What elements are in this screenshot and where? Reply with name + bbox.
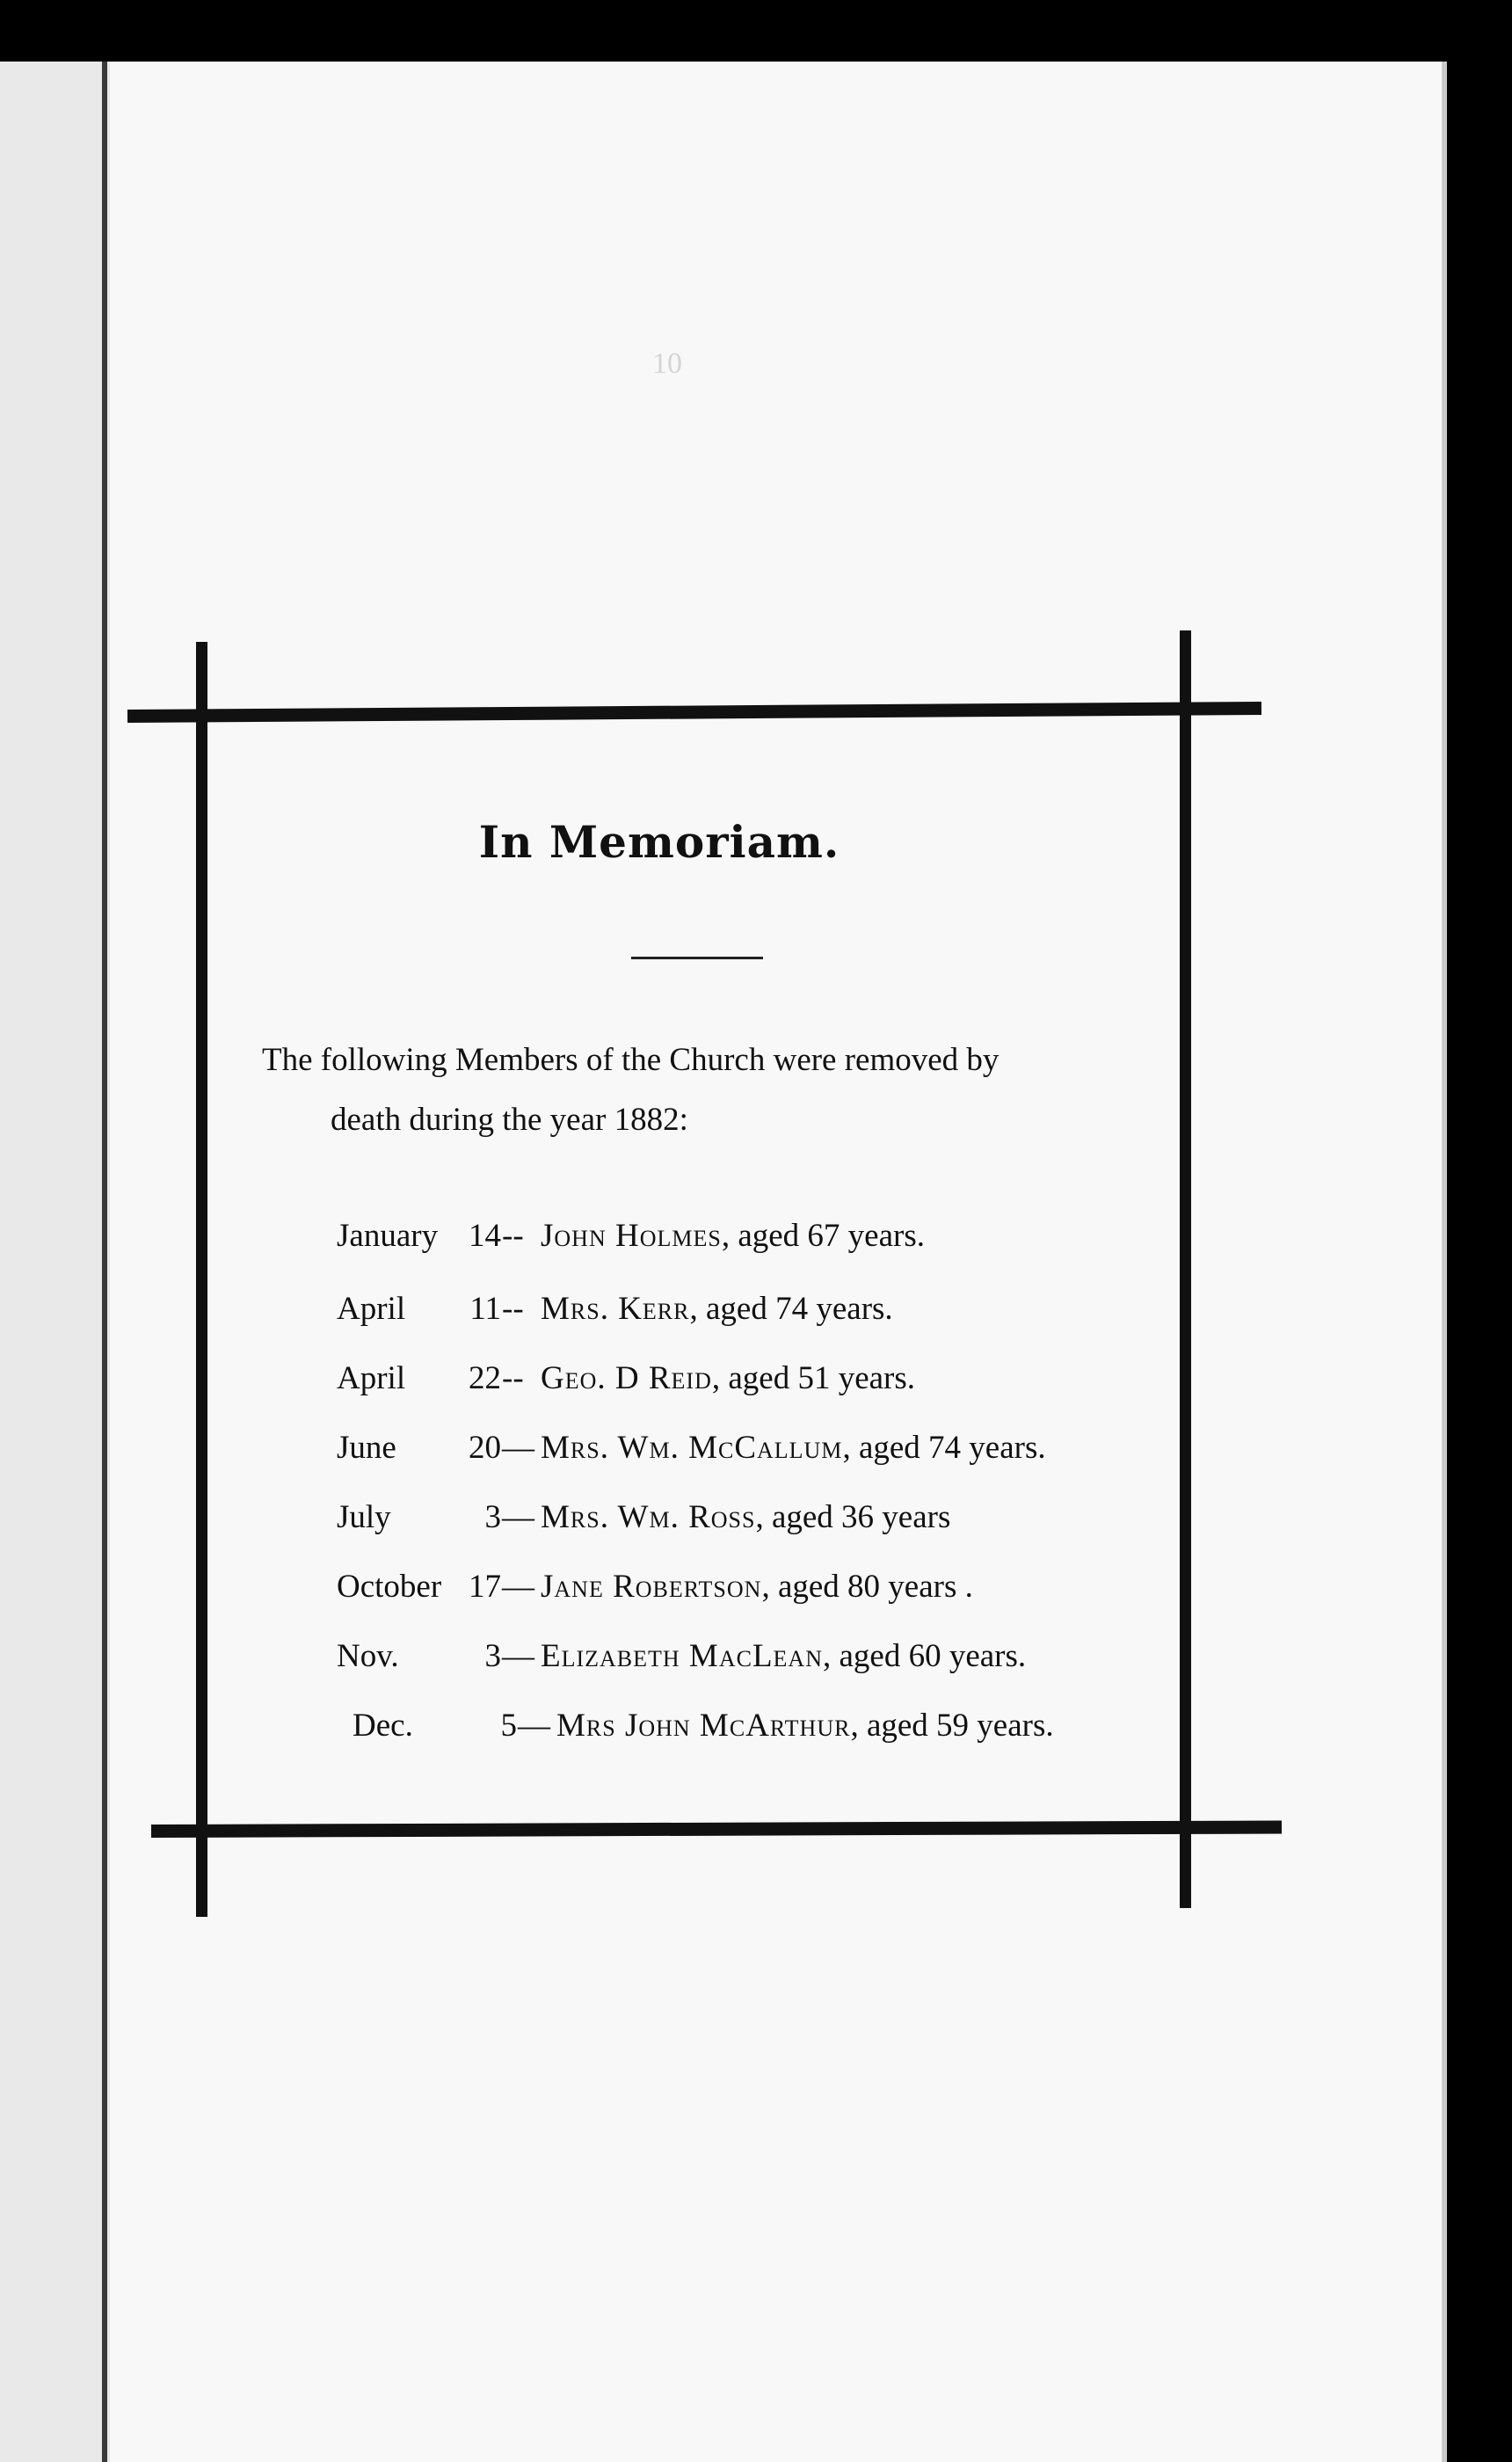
- entry-text: [541, 1552, 973, 1621]
- intro-line-2: death during the year 1882:: [331, 1102, 688, 1138]
- entry-name: Jane Robertson: [541, 1569, 762, 1605]
- entry-name: Mrs. Wm. McCallum: [541, 1430, 843, 1466]
- entry-month: June: [337, 1430, 396, 1466]
- entry-day: 22: [469, 1360, 501, 1396]
- entry-day: 17: [469, 1569, 501, 1605]
- entry-name: Elizabeth MacLean: [541, 1638, 823, 1674]
- entry-age: , aged 36 years: [755, 1499, 951, 1535]
- entry-age: , aged 59 years.: [850, 1708, 1054, 1744]
- entry-text: [541, 1621, 1026, 1691]
- entry-day: 11: [469, 1291, 501, 1327]
- entry-name: Geo. D Reid: [541, 1360, 712, 1396]
- entry-text: [541, 1413, 1046, 1482]
- entry-day: 3: [484, 1499, 501, 1535]
- list-item: [337, 1621, 1163, 1691]
- entry-day: 14: [469, 1218, 501, 1254]
- entry-dash: —: [518, 1708, 550, 1744]
- book-gutter: [102, 62, 107, 2462]
- entry-dash: —: [502, 1638, 534, 1674]
- entry-age: , aged 74 years.: [842, 1430, 1046, 1466]
- list-item: [353, 1691, 1163, 1760]
- entry-text: [541, 1274, 893, 1344]
- entry-age: , aged 60 years.: [822, 1638, 1027, 1674]
- entry-dash: --: [502, 1218, 524, 1254]
- memorial-list: [337, 1205, 1163, 1760]
- entry-day: 5: [500, 1708, 517, 1744]
- entry-dash: —: [502, 1569, 534, 1605]
- list-item: [337, 1552, 1163, 1621]
- list-item: [337, 1482, 1163, 1552]
- intro-paragraph: [262, 1031, 1150, 1150]
- list-item: [337, 1344, 1163, 1413]
- entry-month: October: [337, 1569, 442, 1605]
- entry-text: [556, 1691, 1054, 1760]
- list-item: [337, 1201, 1163, 1271]
- entry-month: Dec.: [353, 1708, 413, 1744]
- list-item: [337, 1413, 1163, 1482]
- entry-month: April: [337, 1360, 406, 1396]
- entry-name: Mrs. Kerr: [541, 1291, 690, 1327]
- entry-age: , aged 80 years .: [761, 1569, 973, 1605]
- list-item: [337, 1274, 1163, 1344]
- entry-name: Mrs John McArthur: [556, 1708, 851, 1744]
- entry-dash: —: [502, 1499, 534, 1535]
- entry-text: [541, 1201, 925, 1271]
- entry-dash: --: [502, 1291, 524, 1327]
- entry-day: 20: [469, 1430, 501, 1466]
- entry-month: January: [337, 1218, 439, 1254]
- entry-day: 3: [484, 1638, 501, 1674]
- entry-name: Mrs. Wm. Ross: [541, 1499, 756, 1535]
- entry-name: John Holmes: [541, 1218, 722, 1254]
- page-right-edge: [1442, 62, 1447, 2462]
- entry-text: [541, 1482, 950, 1552]
- entry-month: July: [337, 1499, 391, 1535]
- page-title: In Memoriam.: [478, 816, 840, 868]
- intro-line-1: The following Members of the Church were removed by: [262, 1042, 1000, 1078]
- entry-age: , aged 74 years.: [689, 1291, 893, 1327]
- entry-age: , aged 51 years.: [711, 1360, 916, 1396]
- title-divider: [631, 957, 763, 959]
- bleed-through-page-number: 10: [652, 347, 682, 380]
- previous-page-edge: [0, 62, 110, 2462]
- entry-month: Nov.: [337, 1638, 399, 1674]
- entry-month: April: [337, 1291, 406, 1327]
- entry-age: , aged 67 years.: [721, 1218, 925, 1254]
- entry-dash: —: [502, 1430, 534, 1466]
- entry-dash: --: [502, 1360, 524, 1396]
- entry-text: [541, 1344, 915, 1413]
